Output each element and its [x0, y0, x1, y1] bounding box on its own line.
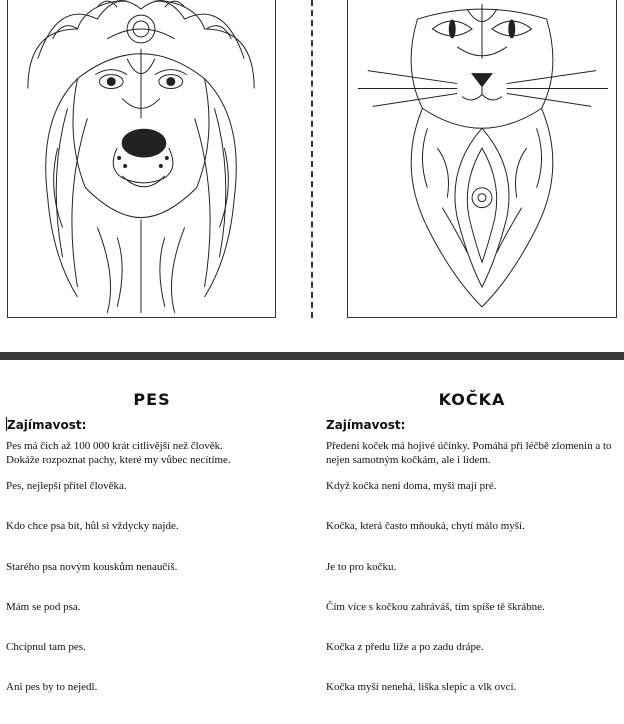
dog-fact-label-text: Zajímavost: — [7, 418, 87, 432]
dog-illustration — [8, 0, 275, 317]
cat-fact-line: nejen samotným kočkám, ale i lidem. — [326, 454, 491, 466]
dog-saying: Mám se pod psa. — [6, 600, 81, 613]
cat-saying: Je to pro kočku. — [326, 560, 397, 573]
dog-heading: PES — [133, 390, 171, 409]
dog-saying: Ani pes by to nejedl. — [6, 681, 98, 694]
cat-fact-line: Předení koček má hojivé účinky. Pomáhá při léčbě zlomenin a to — [326, 440, 612, 452]
dog-fact-line: Pes má čich až 100 000 krát citlivější než člověk. — [6, 440, 223, 452]
section-divider — [0, 352, 624, 360]
dog-saying: Starého psa novým kouskům nenaučíš. — [6, 560, 178, 573]
dog-column — [6, 388, 306, 721]
dog-saying: Kdo chce psa bít, hůl si vždycky najde. — [6, 520, 179, 533]
cat-saying: Kočka z předu líže a po zadu drápe. — [326, 641, 484, 654]
dog-fact — [6, 439, 306, 479]
dog-fact-line: Dokáže rozpoznat pachy, které my vůbec necítíme. — [6, 454, 231, 466]
cat-column — [326, 388, 624, 721]
cut-line — [311, 0, 313, 318]
cat-fact-label: Zajímavost: — [326, 418, 406, 432]
cat-illustration — [348, 0, 616, 317]
cat-fact — [326, 439, 624, 479]
dog-saying: Pes, nejlepší přítel člověka. — [6, 480, 127, 492]
cat-saying: Když kočka není doma, myši mají pré. — [326, 480, 497, 492]
cat-saying: Kočka, která často mňouká, chytí málo myší. — [326, 520, 525, 533]
cat-coloring-image — [347, 0, 617, 318]
cat-heading: KOČKA — [438, 390, 506, 409]
dog-coloring-image — [7, 0, 276, 318]
dog-saying: Chcípnul tam pes. — [6, 641, 86, 654]
cat-saying: Čím více s kočkou zahráváš, tím spíše tě škrábne. — [326, 600, 545, 613]
cat-saying: Kočka myší nenehá, liška slepic a vlk ovcí. — [326, 681, 517, 694]
dog-fact-label — [6, 417, 306, 433]
